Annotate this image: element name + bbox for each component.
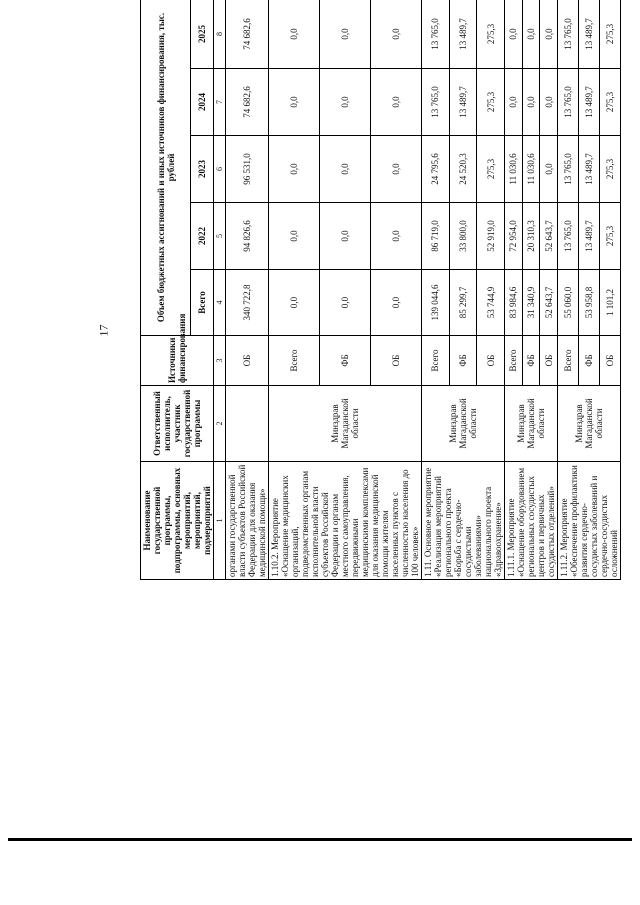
amount-cell: 0,0 [320, 203, 371, 270]
rotated-table-container [140, 0, 619, 580]
source-cell: Всего [269, 336, 320, 386]
column-index: 2 [214, 386, 226, 462]
source-cell: ОБ [371, 336, 422, 386]
amount-cell: 0,0 [320, 69, 371, 136]
header-program-name: Наименование государственной программы, подпрограммы, основных мероприятий, мероприятий, подмероприятий [141, 462, 214, 580]
source-cell: ОБ [477, 336, 505, 386]
header-responsible: Ответственный исполнитель, участник государственной программы [141, 386, 214, 462]
column-index: 8 [214, 0, 226, 69]
amount-cell: 83 984,6 [505, 270, 523, 336]
amount-cell: 13 489,7 [579, 203, 600, 270]
amount-cell: 52 643,7 [540, 203, 558, 270]
amount-cell: 86 719,0 [422, 203, 450, 270]
amount-cell: 275,3 [600, 136, 621, 203]
table-row [558, 0, 579, 580]
amount-cell: 13 765,0 [558, 69, 579, 136]
scan-edge-line [8, 838, 632, 841]
amount-cell: 0,0 [371, 136, 422, 203]
amount-cell: 0,0 [540, 69, 558, 136]
source-cell: ОБ [540, 336, 558, 386]
amount-cell: 13 765,0 [558, 0, 579, 69]
amount-cell: 275,3 [600, 69, 621, 136]
amount-cell: 53 744,9 [477, 270, 505, 336]
table-row [226, 0, 269, 580]
source-cell: Всего [422, 336, 450, 386]
amount-cell: 13 489,7 [579, 136, 600, 203]
source-cell: ОБ [226, 336, 269, 386]
amount-cell: 74 682,6 [226, 69, 269, 136]
source-cell: ФБ [320, 336, 371, 386]
amount-cell: 275,3 [477, 0, 505, 69]
amount-cell: 0,0 [269, 203, 320, 270]
program-name-cell: 1.10.2. Мероприятие «Оснащение медицинских организаций, подведомственных органам исполнительной власти субъектов Российской Федерации и органам местного самоуправления, передвижными медицинскими комплексами для оказания медицинской помощи жителям населенных пунктов с численностью населения до 100 человек» [269, 462, 422, 580]
amount-cell: 0,0 [505, 69, 523, 136]
amount-cell: 275,3 [600, 0, 621, 69]
column-index: 6 [214, 136, 226, 203]
header-source: Источники финансирования [141, 336, 214, 386]
amount-cell: 0,0 [371, 203, 422, 270]
source-cell: Всего [505, 336, 523, 386]
amount-cell: 0,0 [320, 270, 371, 336]
table-row [422, 0, 450, 580]
program-name-cell: 1.11.1. Мероприятие «Оснащение оборудованием региональных сосудистых центров и первичных сосудистых отделений» [505, 462, 558, 580]
amount-cell: 0,0 [540, 136, 558, 203]
amount-cell: 13 489,7 [449, 69, 477, 136]
amount-cell: 13 489,7 [579, 69, 600, 136]
amount-cell: 13 765,0 [422, 69, 450, 136]
amount-cell: 85 299,7 [449, 270, 477, 336]
amount-cell: 74 682,6 [226, 0, 269, 69]
amount-cell: 0,0 [320, 136, 371, 203]
source-cell: ФБ [579, 336, 600, 386]
header-funding-group: Объем бюджетных ассигнований и иных источников финансирования, тыс. рублей [141, 0, 191, 336]
program-name-cell: 1.11.2. Мероприятие «Обеспечение профилактики развития сердечно-сосудистых заболеваний и сердечно-сосудистых осложнений [558, 462, 621, 580]
amount-cell: 52 643,7 [540, 270, 558, 336]
amount-cell: 24 520,3 [449, 136, 477, 203]
column-index: 1 [214, 462, 226, 580]
source-cell: ФБ [449, 336, 477, 386]
amount-cell: 20 310,3 [522, 203, 540, 270]
amount-cell: 96 531,0 [226, 136, 269, 203]
amount-cell: 0,0 [320, 0, 371, 69]
amount-cell: 0,0 [269, 270, 320, 336]
amount-cell: 340 722,8 [226, 270, 269, 336]
amount-cell: 275,3 [477, 136, 505, 203]
column-index: 3 [214, 336, 226, 386]
amount-cell: 13 489,7 [579, 0, 600, 69]
table-row [505, 0, 523, 580]
page-number: 17 [96, 324, 111, 337]
program-name-cell: органами государственной власти субъектов Российской Федерации для оказания медицинской помощи» [226, 462, 269, 580]
amount-cell: 0,0 [540, 0, 558, 69]
column-index: 5 [214, 203, 226, 270]
table-row [269, 0, 320, 580]
amount-cell: 31 340,9 [522, 270, 540, 336]
amount-cell: 52 919,0 [477, 203, 505, 270]
amount-cell: 0,0 [269, 69, 320, 136]
source-cell: Всего [558, 336, 579, 386]
amount-cell: 0,0 [522, 0, 540, 69]
source-cell: ФБ [522, 336, 540, 386]
header-year: 2025 [191, 0, 214, 69]
responsible-cell: Минздрав Магаданской области [269, 386, 422, 462]
amount-cell: 1 101,2 [600, 270, 621, 336]
amount-cell: 0,0 [522, 69, 540, 136]
header-year: 2023 [191, 136, 214, 203]
amount-cell: 13 489,7 [449, 0, 477, 69]
amount-cell: 11 030,6 [522, 136, 540, 203]
amount-cell: 0,0 [371, 69, 422, 136]
column-index: 7 [214, 69, 226, 136]
header-year: 2022 [191, 203, 214, 270]
responsible-cell [226, 386, 269, 462]
amount-cell: 72 954,0 [505, 203, 523, 270]
amount-cell: 11 030,6 [505, 136, 523, 203]
amount-cell: 0,0 [505, 0, 523, 69]
amount-cell: 0,0 [269, 136, 320, 203]
program-name-cell: 1.11. Основное мероприятие «Реализация мероприятий регионального проекта «Борьба с сердечно-сосудистыми заболеваниями» национального проекта «Здравоохранение» [422, 462, 505, 580]
column-index: 4 [214, 270, 226, 336]
amount-cell: 275,3 [600, 203, 621, 270]
amount-cell: 13 765,0 [422, 0, 450, 69]
amount-cell: 33 800,0 [449, 203, 477, 270]
responsible-cell: Минздрав Магаданской области [505, 386, 558, 462]
amount-cell: 55 060,0 [558, 270, 579, 336]
amount-cell: 275,3 [477, 69, 505, 136]
amount-cell: 53 958,8 [579, 270, 600, 336]
header-year: 2024 [191, 69, 214, 136]
header-total: Всего [191, 270, 214, 336]
amount-cell: 13 765,0 [558, 203, 579, 270]
responsible-cell: Минздрав Магаданской области [558, 386, 621, 462]
amount-cell: 139 044,6 [422, 270, 450, 336]
budget-table [140, 0, 621, 580]
amount-cell: 0,0 [269, 0, 320, 69]
source-cell: ОБ [600, 336, 621, 386]
amount-cell: 24 795,6 [422, 136, 450, 203]
amount-cell: 0,0 [371, 0, 422, 69]
responsible-cell: Минздрав Магаданской области [422, 386, 505, 462]
amount-cell: 13 765,0 [558, 136, 579, 203]
amount-cell: 94 826,6 [226, 203, 269, 270]
amount-cell: 0,0 [371, 270, 422, 336]
column-index-row [214, 0, 226, 580]
